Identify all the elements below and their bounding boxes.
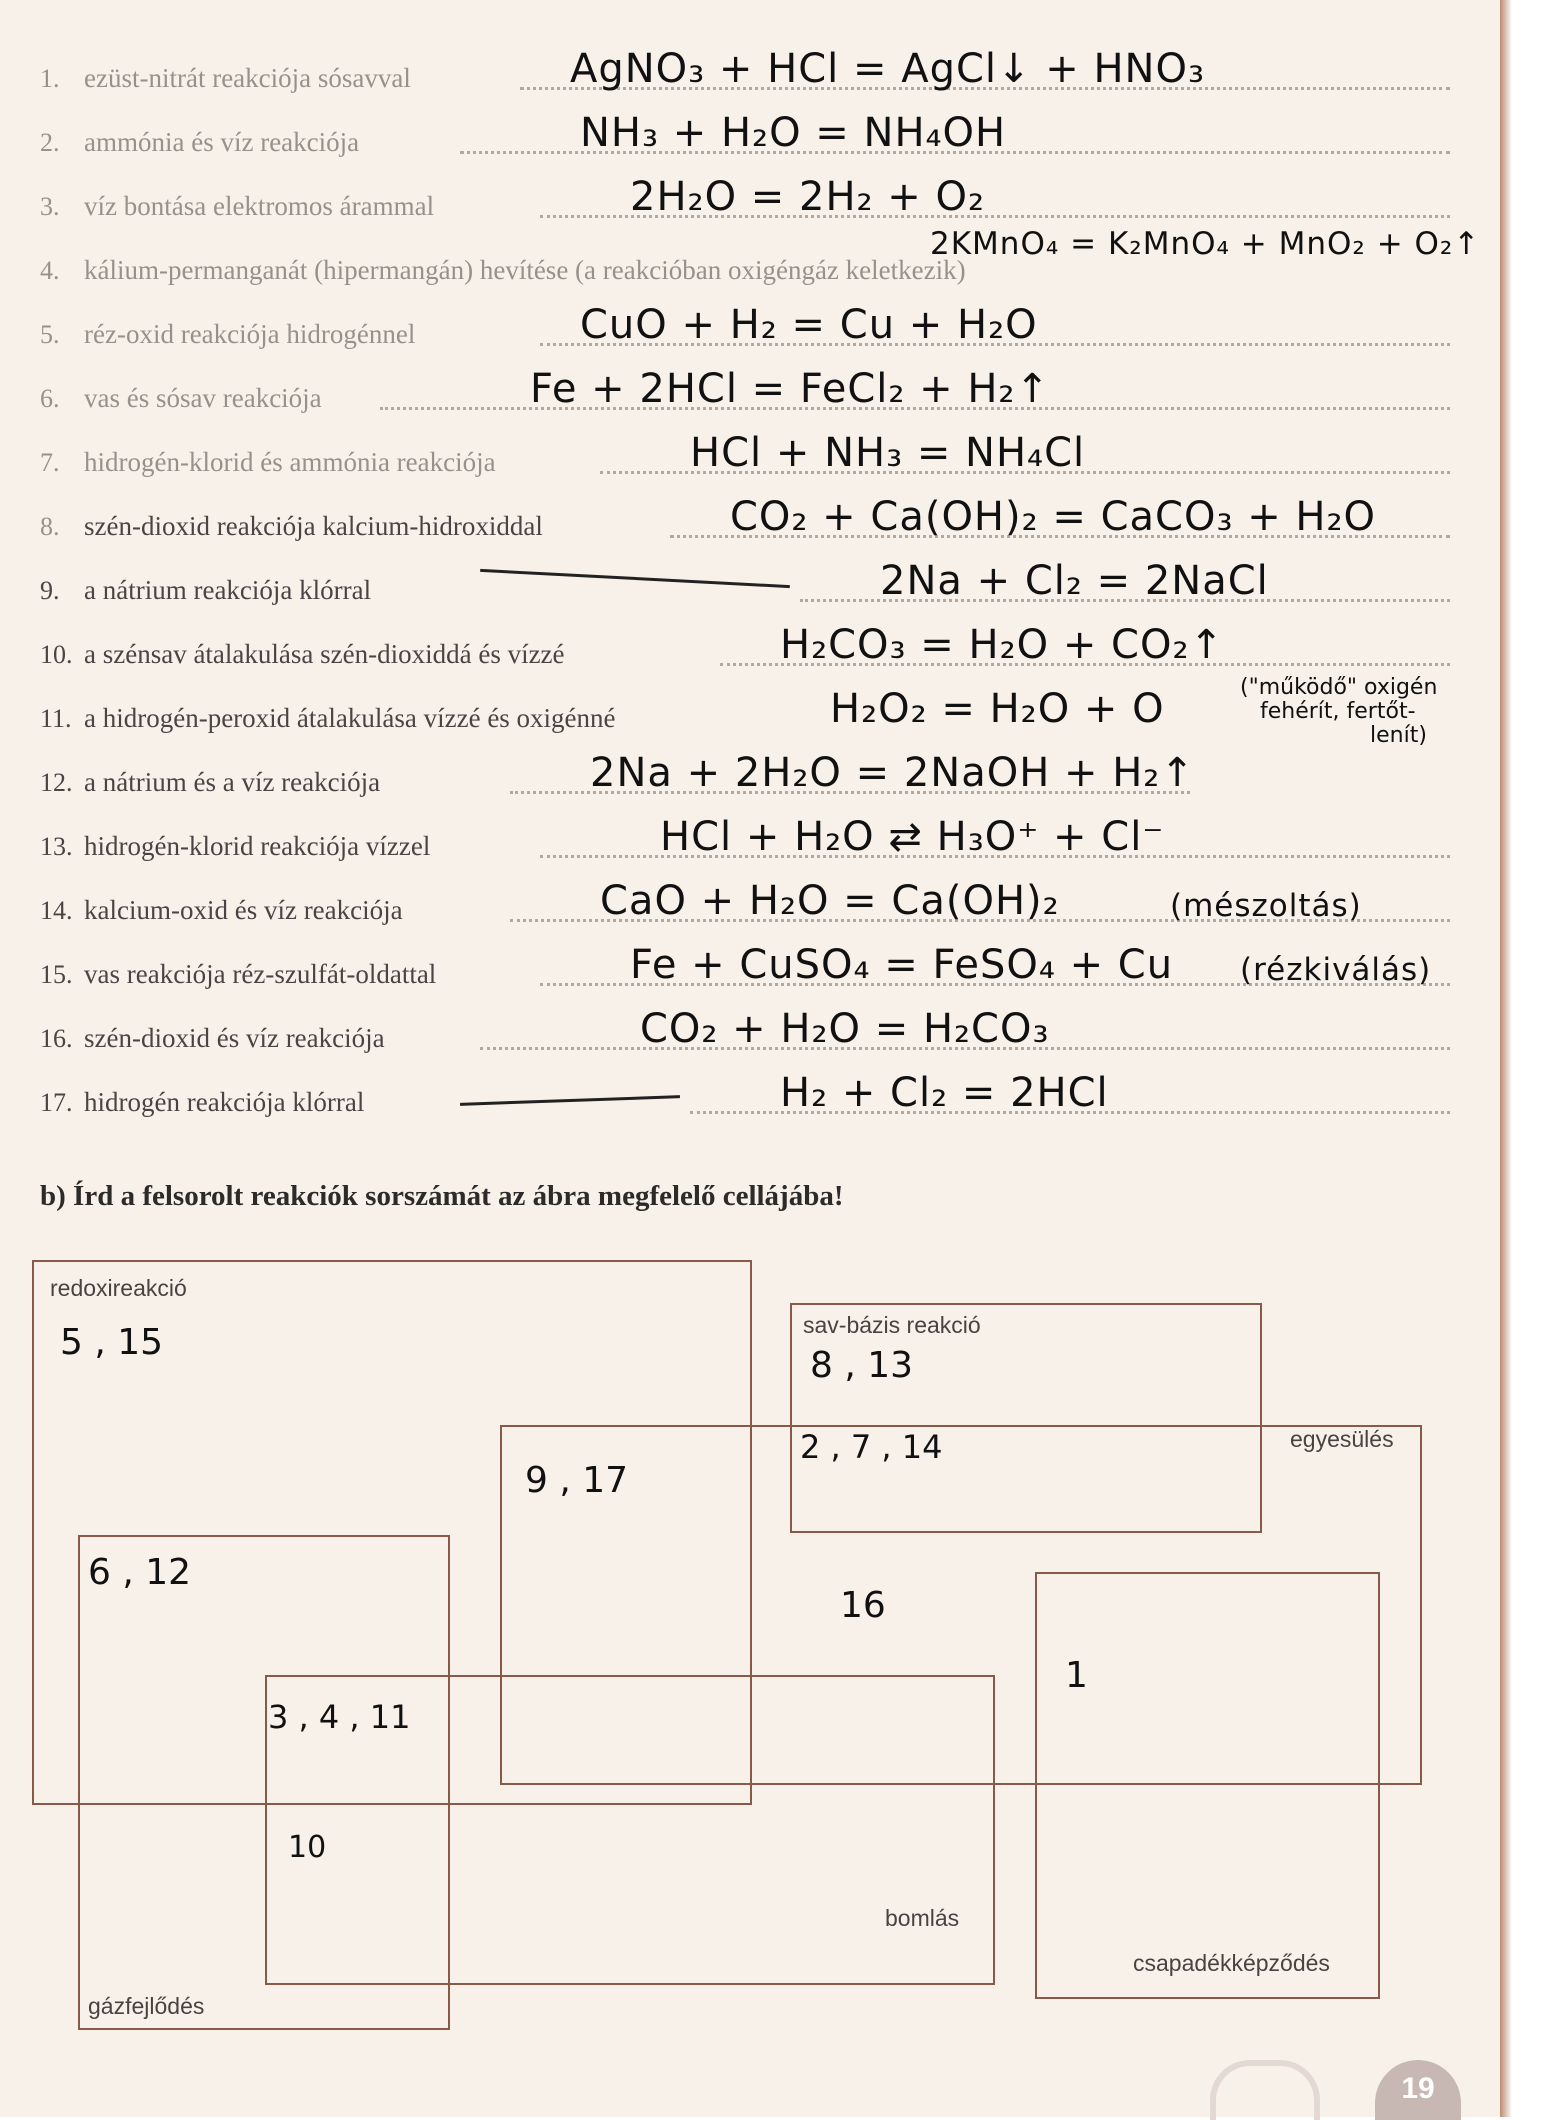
- cell-acid-base-only: 8 , 13: [810, 1345, 914, 1386]
- cell-redox-combination: 9 , 17: [525, 1460, 629, 1501]
- reaction-row-3: [40, 168, 1450, 232]
- reaction-equation: 2Na + 2H₂O = 2NaOH + H₂↑: [590, 750, 1195, 796]
- oxygen-note-line-1: ("működő" oxigén: [1240, 675, 1438, 700]
- reaction-label: ammónia és víz reakciója: [84, 127, 360, 157]
- reaction-label: réz-oxid reakciója hidrogénnel: [84, 319, 416, 349]
- reaction-equation: NH₃ + H₂O = NH₄OH: [580, 110, 1007, 156]
- reaction-number: 3.: [40, 192, 60, 221]
- reaction-row-7: [40, 424, 1450, 488]
- reaction-equation: 2KMnO₄ = K₂MnO₄ + MnO₂ + O₂↑: [930, 226, 1481, 262]
- section-b-title: b) Írd a felsorolt reakciók sorszámát az ábra megfelelő cellájába!: [40, 1180, 844, 1212]
- page-number: 19: [1375, 2060, 1461, 2120]
- reaction-row-8: [40, 488, 1450, 552]
- reaction-number: 10.: [40, 640, 73, 669]
- cell-precipitation: 1: [1065, 1655, 1088, 1696]
- oxygen-note-line-2: fehérít, fertőt-: [1260, 699, 1416, 724]
- copper-note: (rézkiválás): [1240, 952, 1432, 988]
- page-edge-shadow: [1500, 0, 1512, 2117]
- reaction-equation: H₂O₂ = H₂O + O: [830, 686, 1165, 732]
- crossed-out-mark: [460, 1095, 680, 1106]
- reaction-number: 2.: [40, 128, 60, 157]
- precipitation-label: csapadékképződés: [1133, 1950, 1330, 1976]
- reaction-number: 11.: [40, 704, 72, 733]
- reaction-row-14: [40, 872, 1450, 936]
- reaction-row-1: [40, 40, 1450, 104]
- reaction-row-4: [40, 226, 1481, 296]
- reaction-label: hidrogén reakciója klórral: [84, 1087, 365, 1117]
- reaction-equation: CO₂ + H₂O = H₂CO₃: [640, 1006, 1050, 1052]
- page-corner-decoration: [1210, 2060, 1320, 2120]
- reaction-number: 12.: [40, 768, 73, 797]
- reaction-number: 14.: [40, 896, 73, 925]
- acid-base-label: sav-bázis reakció: [803, 1312, 981, 1338]
- reaction-number: 8.: [40, 512, 60, 541]
- reaction-label: hidrogén-klorid és ammónia reakciója: [84, 447, 496, 477]
- cell-acid-base-combination: 2 , 7 , 14: [800, 1428, 943, 1466]
- reaction-label: ezüst-nitrát reakciója sósavval: [84, 63, 411, 93]
- reaction-equation: CuO + H₂ = Cu + H₂O: [580, 302, 1038, 348]
- reaction-label: a nátrium és a víz reakciója: [84, 767, 381, 797]
- reaction-equation: HCl + NH₃ = NH₄Cl: [690, 430, 1086, 476]
- reaction-number: 1.: [40, 64, 60, 93]
- cell-redox-gas: 6 , 12: [88, 1552, 192, 1593]
- reaction-equation: 2Na + Cl₂ = 2NaCl: [880, 558, 1269, 604]
- reaction-row-17: [40, 1064, 1450, 1128]
- reaction-label: szén-dioxid és víz reakciója: [84, 1023, 385, 1053]
- decomposition-label: bomlás: [885, 1905, 960, 1931]
- reaction-equation: AgNO₃ + HCl = AgCl↓ + HNO₃: [570, 46, 1205, 92]
- redox-label: redoxireakció: [50, 1275, 187, 1301]
- reaction-row-5: [40, 296, 1450, 360]
- reaction-row-13: [40, 808, 1450, 872]
- reaction-label: kalcium-oxid és víz reakciója: [84, 895, 403, 925]
- reaction-label: vas és sósav reakciója: [84, 383, 322, 413]
- reaction-row-16: [40, 1000, 1450, 1064]
- reaction-row-12: [40, 744, 1450, 808]
- reaction-number: 15.: [40, 960, 73, 989]
- reaction-number: 17.: [40, 1088, 73, 1117]
- reaction-label: a nátrium reakciója klórral: [84, 575, 372, 605]
- reaction-number: 7.: [40, 448, 60, 477]
- reaction-row-11: [40, 675, 1450, 748]
- reaction-label: a szénsav átalakulása szén-dioxiddá és vízzé: [84, 639, 565, 669]
- reaction-label: hidrogén-klorid reakciója vízzel: [84, 831, 431, 861]
- reaction-number: 13.: [40, 832, 73, 861]
- cell-redox-gas-decomposition: 3 , 4 , 11: [268, 1698, 411, 1736]
- precipitation-box: [1035, 1572, 1380, 1999]
- reaction-equation: Fe + 2HCl = FeCl₂ + H₂↑: [530, 366, 1050, 412]
- reaction-label: kálium-permanganát (hipermangán) hevítése (a reakcióban oxigéngáz keletkezik): [84, 255, 966, 285]
- reaction-label: vas reakciója réz-szulfát-oldattal: [84, 959, 437, 989]
- reaction-equation: CO₂ + Ca(OH)₂ = CaCO₃ + H₂O: [730, 494, 1377, 540]
- reaction-label: a hidrogén-peroxid átalakulása vízzé és oxigénné: [84, 703, 616, 733]
- reaction-equation: Fe + CuSO₄ = FeSO₄ + Cu: [630, 942, 1174, 988]
- reaction-label: szén-dioxid reakciója kalcium-hidroxiddal: [84, 511, 543, 541]
- reaction-row-10: [40, 616, 1450, 680]
- reaction-number: 16.: [40, 1024, 73, 1053]
- cell-combination-only: 16: [840, 1585, 886, 1626]
- gas-label: gázfejlődés: [88, 1993, 205, 2019]
- reaction-number: 9.: [40, 576, 60, 605]
- reaction-equation: H₂CO₃ = H₂O + CO₂↑: [780, 622, 1225, 668]
- reaction-equation: H₂ + Cl₂ = 2HCl: [780, 1070, 1109, 1116]
- reaction-number: 4.: [40, 256, 60, 285]
- reaction-equation: 2H₂O = 2H₂ + O₂: [630, 174, 986, 220]
- combination-label: egyesülés: [1290, 1426, 1394, 1452]
- reaction-row-6: [40, 360, 1450, 424]
- reaction-number: 6.: [40, 384, 60, 413]
- crossed-out-mark: [480, 569, 790, 588]
- oxygen-note-line-3: lenít): [1370, 723, 1427, 748]
- reaction-number: 5.: [40, 320, 60, 349]
- slaking-note: (mészoltás): [1170, 888, 1362, 924]
- reaction-row-15: [40, 936, 1450, 1000]
- reaction-row-9: [40, 552, 1450, 616]
- reaction-equation: HCl + H₂O ⇄ H₃O⁺ + Cl⁻: [660, 814, 1165, 860]
- reaction-label: víz bontása elektromos árammal: [84, 191, 435, 221]
- cell-redox-only: 5 , 15: [60, 1322, 164, 1363]
- reaction-equation: CaO + H₂O = Ca(OH)₂: [600, 878, 1060, 924]
- reaction-row-2: [40, 104, 1450, 168]
- cell-gas-decomposition: 10: [288, 1830, 327, 1865]
